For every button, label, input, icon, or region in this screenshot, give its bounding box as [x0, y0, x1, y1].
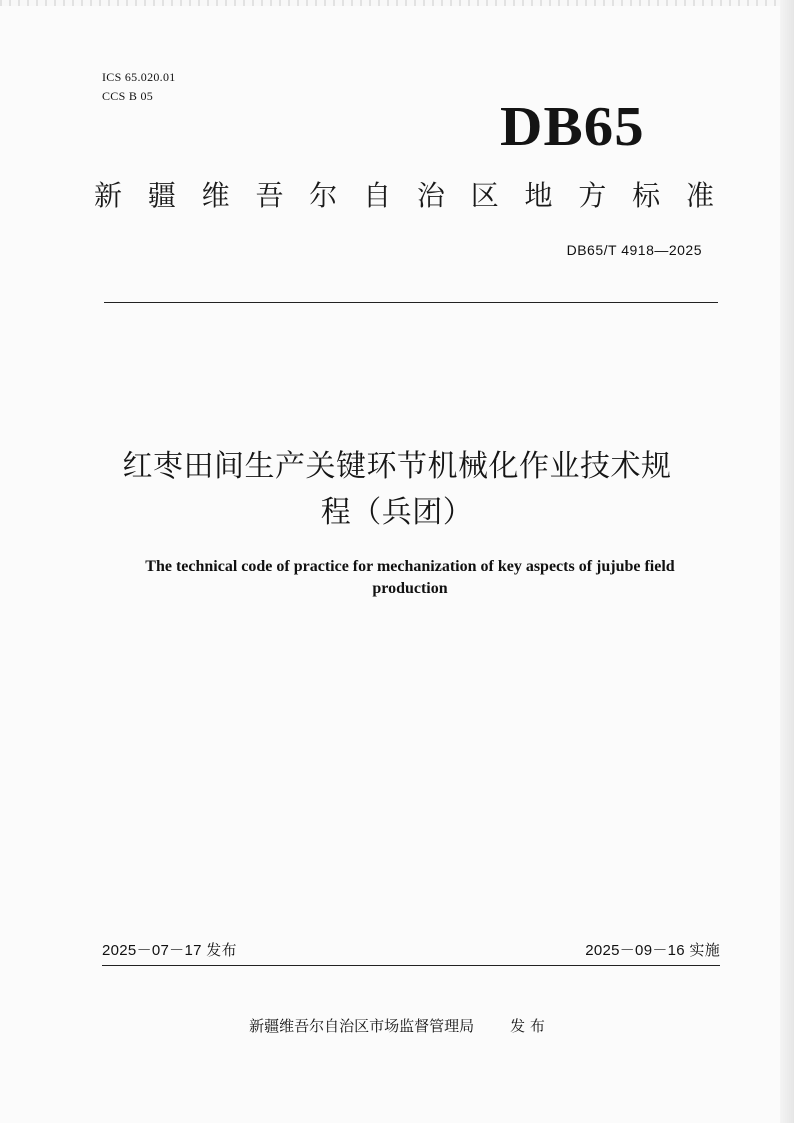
chinese-title-line: 红枣田间生产关键环节机械化作业技术规: [122, 449, 672, 484]
implement-date: 2025－09－16 实施: [585, 942, 720, 959]
ccs-code: CCS B 05: [102, 89, 154, 103]
chinese-title: [80, 444, 714, 536]
english-title-line: The technical code of practice for mechanization of key aspects of jujube field: [145, 558, 675, 575]
standard-type-char: 准: [685, 179, 714, 212]
footer-divider: [102, 965, 720, 966]
standard-type-char: 疆: [147, 179, 176, 212]
date-row: [102, 940, 720, 962]
standard-type-char: 治: [416, 179, 445, 212]
standard-type-char: 维: [201, 179, 230, 212]
scan-edge-right: [780, 0, 794, 1123]
standard-type-char: 地: [524, 179, 553, 212]
standard-type-char: 区: [470, 179, 499, 212]
standard-type-char: 自: [363, 179, 392, 212]
publisher-name: 新疆维吾尔自治区市场监督管理局: [249, 1017, 475, 1035]
header-divider: [104, 302, 718, 303]
publisher-row: [0, 1014, 794, 1038]
standard-type-char: 吾: [255, 179, 284, 212]
classification-codes: [102, 68, 176, 106]
standard-type-heading: [94, 174, 714, 218]
release-date: 2025－07－17 发布: [102, 942, 237, 959]
publish-label: 发 布: [510, 1017, 545, 1035]
db65-logo: DB65: [500, 96, 645, 158]
standard-number: DB65/T 4918—2025: [566, 242, 702, 258]
english-title-line: production: [372, 580, 448, 597]
english-title: [94, 556, 726, 600]
standard-type-char: 尔: [309, 179, 338, 212]
scan-edge-top: [0, 0, 794, 6]
ics-code: ICS 65.020.01: [102, 70, 176, 84]
standard-type-char: 方: [578, 179, 607, 212]
standard-type-char: 标: [632, 179, 661, 212]
standard-type-char: 新: [94, 179, 123, 212]
chinese-title-line: 程（兵团）: [320, 495, 474, 530]
